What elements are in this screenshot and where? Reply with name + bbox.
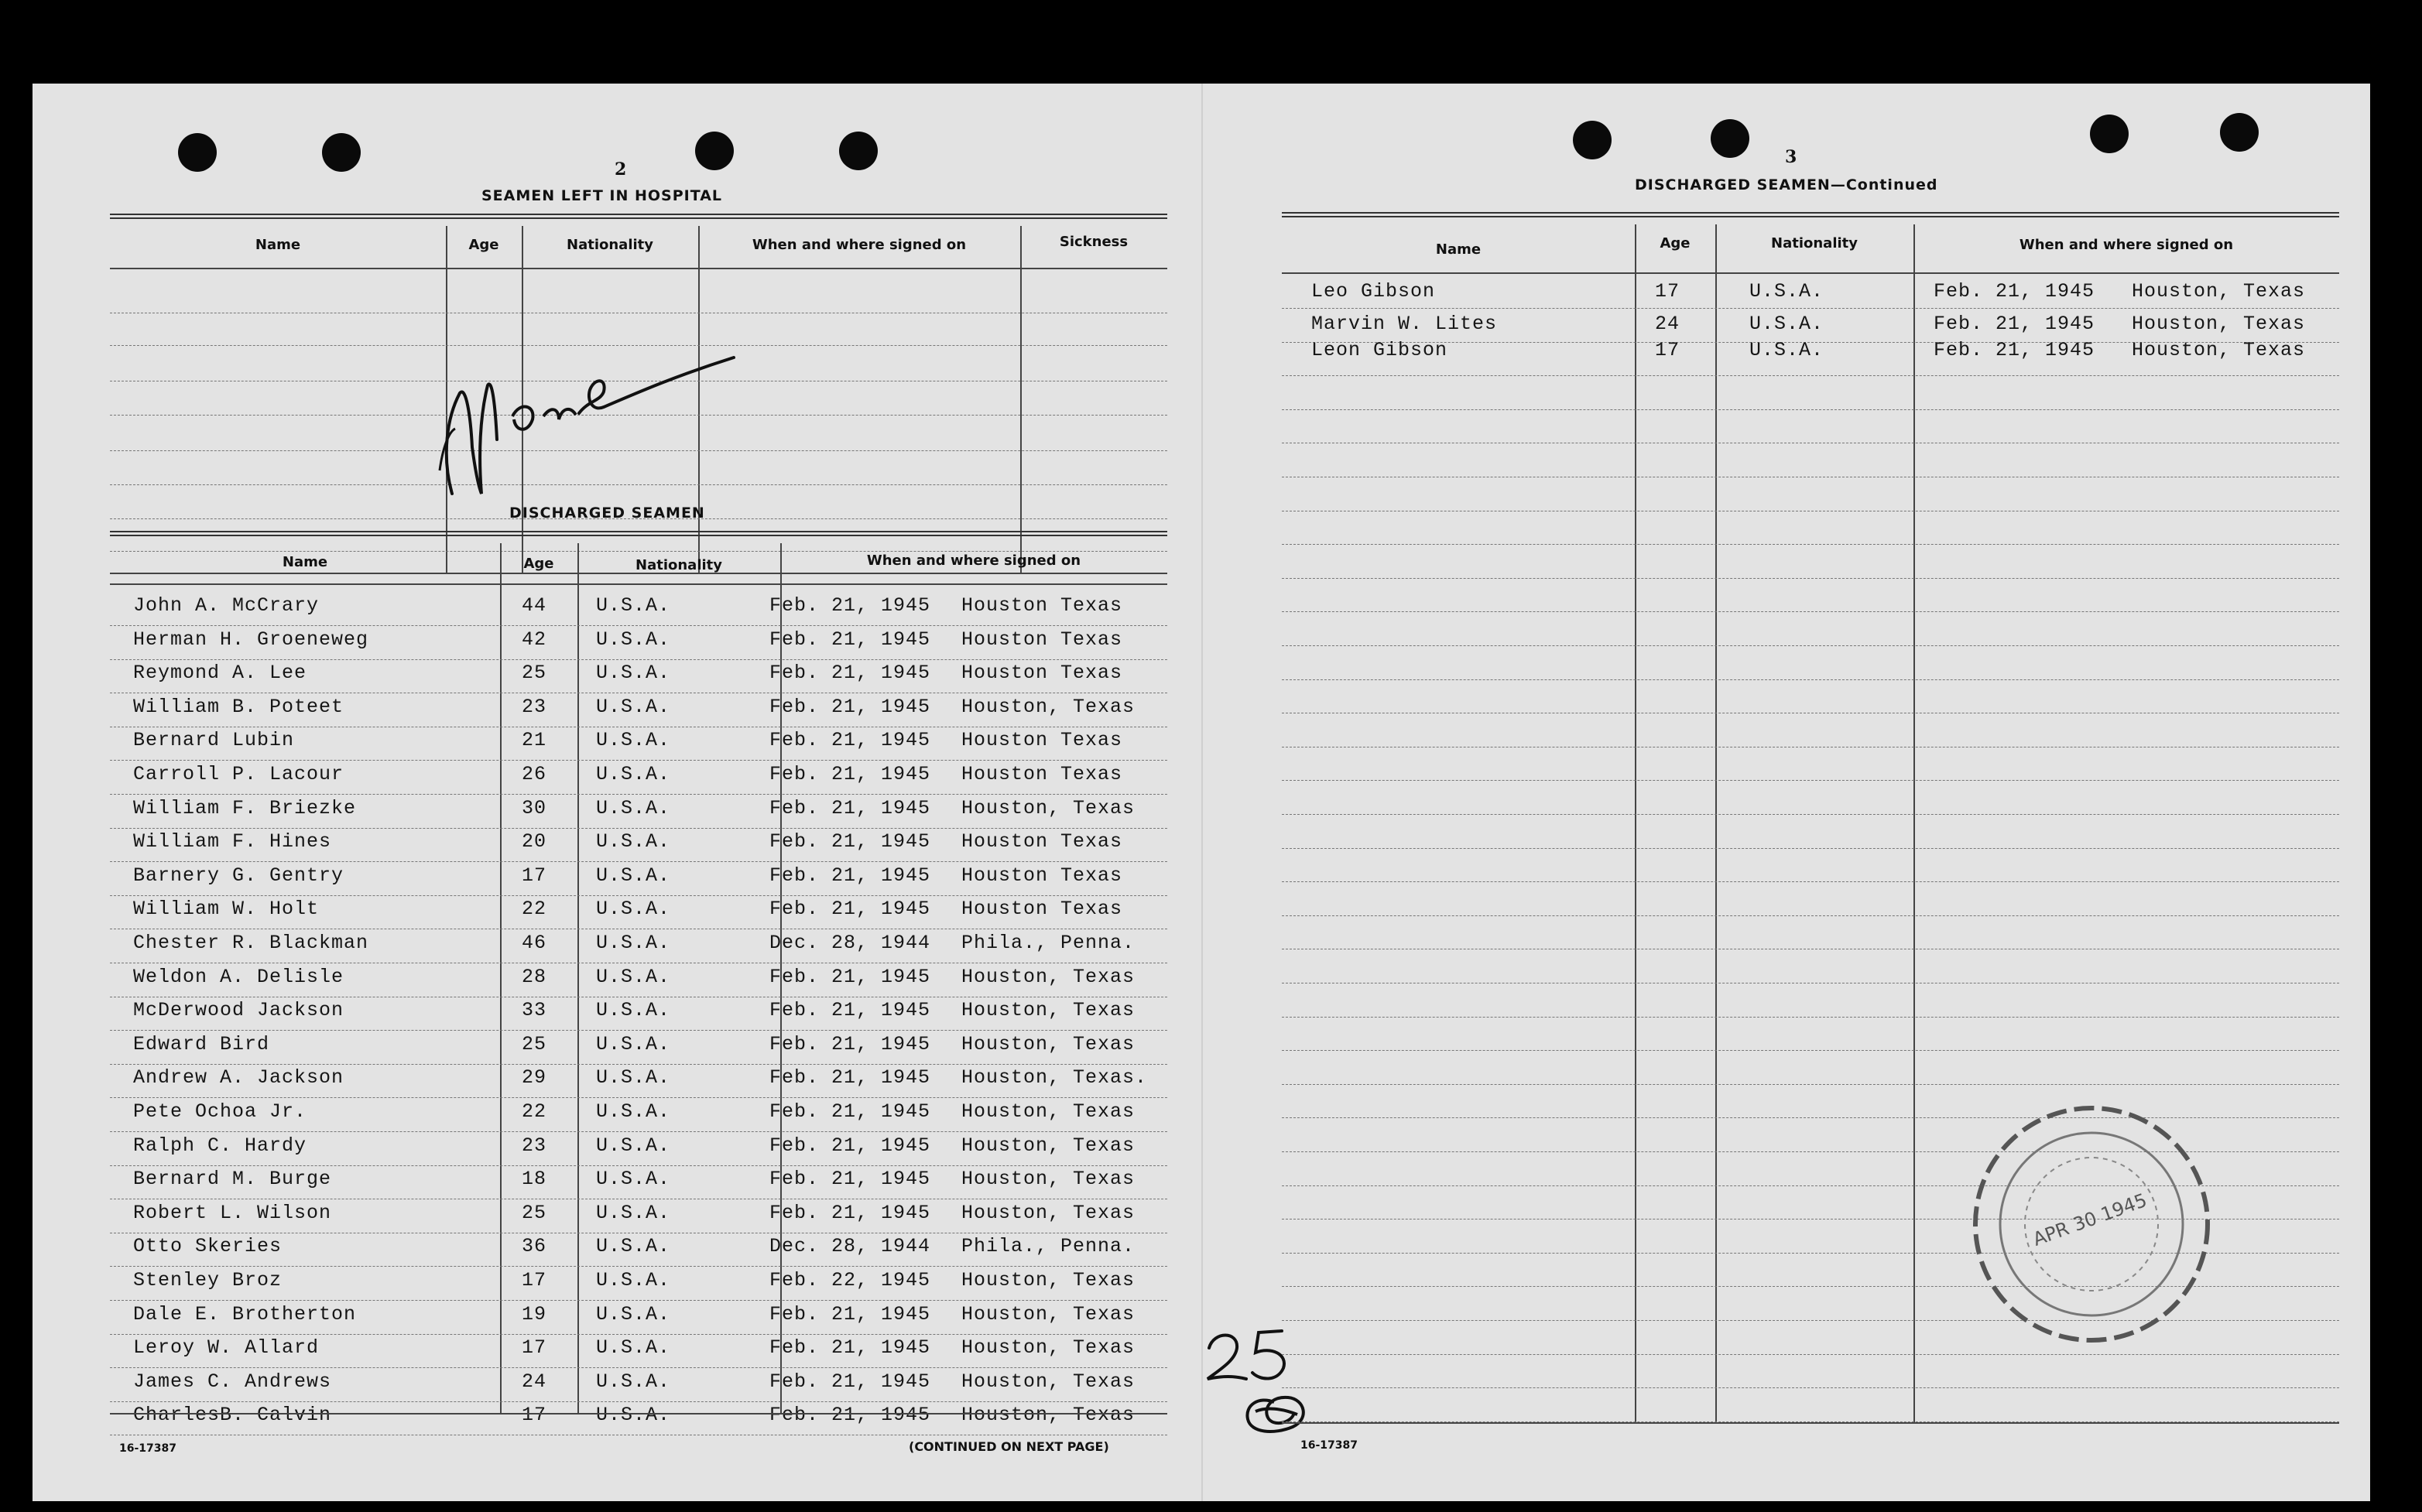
- seaman-name: Bernard Lubin: [133, 729, 295, 752]
- signed-on-place: Phila., Penna.: [961, 1235, 1136, 1258]
- row-line: [1282, 848, 2339, 849]
- signed-on-date: Feb. 22, 1945: [769, 1269, 931, 1291]
- seaman-age: 28: [522, 965, 547, 988]
- signed-on-place: Houston Texas: [961, 864, 1123, 887]
- signed-on-place: Houston, Texas: [2132, 313, 2306, 335]
- signed-on-date: Feb. 21, 1945: [769, 1032, 931, 1055]
- seaman-age: 17: [522, 864, 547, 887]
- seaman-age: 21: [522, 729, 547, 752]
- seaman-name: Edward Bird: [133, 1032, 270, 1055]
- signed-on-place: Houston, Texas: [961, 1336, 1136, 1360]
- seaman-nationality: U.S.A.: [596, 999, 671, 1022]
- seaman-name: Reymond A. Lee: [133, 662, 307, 685]
- seaman-age: 23: [522, 1134, 547, 1157]
- seaman-name: William F. Briezke: [133, 796, 357, 819]
- seaman-nationality: U.S.A.: [596, 796, 671, 819]
- seaman-age: 17: [1655, 339, 1680, 361]
- signed-on-place: Phila., Penna.: [961, 932, 1136, 954]
- seaman-nationality: U.S.A.: [596, 898, 671, 921]
- seaman-age: 18: [522, 1168, 547, 1191]
- signed-on-date: Feb. 21, 1945: [769, 830, 931, 853]
- signed-on-place: Houston, Texas: [961, 1302, 1136, 1326]
- column-divider: [500, 543, 502, 1413]
- signed-on-date: Feb. 21, 1945: [769, 628, 931, 651]
- seaman-nationality: U.S.A.: [596, 830, 671, 853]
- seaman-age: 25: [522, 1201, 547, 1224]
- column-header-signed-on: When and where signed on: [2019, 237, 2234, 253]
- page-number: 3: [1785, 147, 1797, 167]
- signed-on-date: Feb. 21, 1945: [769, 999, 931, 1022]
- seaman-name: Carroll P. Lacour: [133, 763, 344, 785]
- punch-hole: [1573, 121, 1612, 159]
- seaman-age: 25: [522, 662, 547, 685]
- signed-on-date: Feb. 21, 1945: [1934, 313, 2095, 335]
- seaman-nationality: U.S.A.: [1749, 313, 1824, 335]
- signed-on-place: Houston, Texas: [2132, 339, 2306, 361]
- column-header-age: Age: [523, 556, 554, 572]
- seaman-name: Herman H. Groeneweg: [133, 628, 369, 651]
- column-header-name: Name: [282, 554, 328, 570]
- signed-on-date: Feb. 21, 1945: [769, 1134, 931, 1157]
- seaman-nationality: U.S.A.: [596, 628, 671, 651]
- seaman-nationality: U.S.A.: [596, 1134, 671, 1157]
- divider: [110, 531, 1167, 536]
- seaman-nationality: U.S.A.: [596, 1269, 671, 1291]
- row-line: [110, 625, 1167, 626]
- seaman-name: Leroy W. Allard: [133, 1336, 320, 1360]
- row-line: [1282, 679, 2339, 680]
- form-number: 16-17387: [1300, 1439, 1358, 1452]
- seaman-age: 23: [522, 695, 547, 718]
- column-header-name: Name: [1435, 241, 1482, 258]
- seaman-age: 17: [522, 1404, 547, 1427]
- punch-hole: [839, 132, 878, 170]
- seaman-name: Chester R. Blackman: [133, 932, 369, 954]
- section-title: DISCHARGED SEAMEN—Continued: [1635, 176, 1938, 193]
- row-line: [1282, 544, 2339, 545]
- seaman-age: 46: [522, 932, 547, 954]
- row-line: [110, 895, 1167, 896]
- seaman-nationality: U.S.A.: [596, 729, 671, 752]
- row-line: [110, 1131, 1167, 1132]
- seaman-name: William W. Holt: [133, 898, 320, 921]
- handwritten-count: [1197, 1322, 1321, 1445]
- signed-on-place: Houston, Texas: [2132, 280, 2306, 303]
- signed-on-place: Houston, Texas: [961, 999, 1136, 1022]
- signed-on-date: Dec. 28, 1944: [769, 932, 931, 954]
- signed-on-date: Feb. 21, 1945: [769, 1201, 931, 1224]
- seaman-age: 17: [522, 1269, 547, 1291]
- column-header-signed-on: When and where signed on: [752, 237, 967, 253]
- row-line: [1282, 375, 2339, 376]
- seaman-age: 26: [522, 763, 547, 785]
- signed-on-place: Houston, Texas: [961, 1134, 1136, 1157]
- seaman-age: 17: [1655, 280, 1680, 303]
- seaman-name: Leon Gibson: [1311, 339, 1448, 361]
- seaman-name: Pete Ochoa Jr.: [133, 1100, 307, 1123]
- signed-on-place: Houston, Texas: [961, 695, 1136, 718]
- seaman-name: Robert L. Wilson: [133, 1201, 332, 1224]
- row-line: [110, 760, 1167, 761]
- row-line: [110, 861, 1167, 862]
- signed-on-place: Houston Texas: [961, 898, 1123, 921]
- document-sheet: [33, 84, 2370, 1501]
- seaman-name: Ralph C. Hardy: [133, 1134, 307, 1157]
- row-line: [110, 1266, 1167, 1267]
- row-line: [110, 1030, 1167, 1031]
- stamp-date-text: APR 30 1945: [2030, 1189, 2150, 1250]
- signed-on-place: Houston, Texas: [961, 1370, 1136, 1393]
- seaman-nationality: U.S.A.: [596, 965, 671, 988]
- date-stamp: [1960, 1093, 2223, 1356]
- seaman-nationality: U.S.A.: [596, 594, 671, 617]
- seaman-nationality: U.S.A.: [596, 1302, 671, 1326]
- row-line: [110, 1097, 1167, 1098]
- row-line: [110, 828, 1167, 829]
- punch-hole: [2220, 113, 2259, 152]
- seaman-age: 44: [522, 594, 547, 617]
- seaman-nationality: U.S.A.: [596, 1404, 671, 1427]
- row-line: [1282, 308, 2339, 309]
- seaman-nationality: U.S.A.: [596, 1100, 671, 1123]
- punch-hole: [178, 133, 217, 172]
- signed-on-place: Houston, Texas: [961, 965, 1136, 988]
- seaman-age: 25: [522, 1032, 547, 1055]
- page-fold: [1201, 84, 1203, 1501]
- row-line: [1282, 645, 2339, 646]
- signed-on-place: Houston, Texas: [961, 1269, 1136, 1291]
- signed-on-date: Feb. 21, 1945: [769, 763, 931, 785]
- signed-on-place: Houston, Texas: [961, 1100, 1136, 1123]
- signed-on-date: Feb. 21, 1945: [1934, 280, 2095, 303]
- signed-on-date: Feb. 21, 1945: [769, 1066, 931, 1090]
- signed-on-place: Houston Texas: [961, 628, 1123, 651]
- row-line: [110, 1165, 1167, 1166]
- signed-on-date: Feb. 21, 1945: [769, 796, 931, 819]
- seaman-name: Weldon A. Delisle: [133, 965, 344, 988]
- signed-on-date: Feb. 21, 1945: [769, 864, 931, 887]
- seaman-age: 17: [522, 1336, 547, 1360]
- seaman-nationality: U.S.A.: [596, 1032, 671, 1055]
- seaman-age: 19: [522, 1302, 547, 1326]
- punch-hole: [322, 133, 361, 172]
- seaman-age: 30: [522, 796, 547, 819]
- signed-on-date: Feb. 21, 1945: [769, 1100, 931, 1123]
- column-divider: [1715, 224, 1717, 1422]
- seaman-age: 22: [522, 898, 547, 921]
- column-divider: [1913, 224, 1915, 1422]
- seaman-name: Andrew A. Jackson: [133, 1066, 344, 1090]
- seaman-age: 33: [522, 999, 547, 1022]
- signed-on-date: Feb. 21, 1945: [769, 965, 931, 988]
- column-header-age: Age: [468, 237, 499, 253]
- signed-on-place: Houston, Texas: [961, 1168, 1136, 1191]
- continued-note: (CONTINUED ON NEXT PAGE): [909, 1439, 1109, 1454]
- divider: [1282, 212, 2339, 217]
- section-title: SEAMEN LEFT IN HOSPITAL: [481, 187, 723, 204]
- signed-on-place: Houston, Texas: [961, 796, 1136, 819]
- seaman-name: Dale E. Brotherton: [133, 1302, 357, 1326]
- divider: [110, 214, 1167, 219]
- signed-on-date: Feb. 21, 1945: [769, 695, 931, 718]
- row-line: [1282, 915, 2339, 916]
- signed-on-date: Dec. 28, 1944: [769, 1235, 931, 1258]
- column-header-sickness: Sickness: [1059, 234, 1129, 250]
- seaman-age: 24: [1655, 313, 1680, 335]
- row-line: [1282, 1017, 2339, 1018]
- punch-hole: [695, 132, 734, 170]
- signed-on-date: Feb. 21, 1945: [1934, 339, 2095, 361]
- section-title: DISCHARGED SEAMEN: [509, 505, 705, 522]
- seaman-nationality: U.S.A.: [1749, 339, 1824, 361]
- seaman-name: McDerwood Jackson: [133, 999, 344, 1022]
- row-line: [1282, 881, 2339, 882]
- seaman-nationality: U.S.A.: [596, 864, 671, 887]
- page-number: 2: [615, 159, 627, 180]
- seaman-nationality: U.S.A.: [596, 695, 671, 718]
- column-header-nationality: Nationality: [567, 237, 653, 253]
- row-line: [1282, 814, 2339, 815]
- seaman-nationality: U.S.A.: [596, 1235, 671, 1258]
- signed-on-place: Houston Texas: [961, 594, 1123, 617]
- row-line: [110, 659, 1167, 660]
- column-divider: [1020, 226, 1022, 573]
- seaman-age: 24: [522, 1370, 547, 1393]
- row-line: [110, 1300, 1167, 1301]
- seaman-name: William F. Hines: [133, 830, 332, 853]
- seaman-nationality: U.S.A.: [596, 1336, 671, 1360]
- seaman-name: Bernard M. Burge: [133, 1168, 332, 1191]
- row-line: [110, 794, 1167, 795]
- seaman-name: Marvin W. Lites: [1311, 313, 1498, 335]
- signed-on-place: Houston, Texas: [961, 1404, 1136, 1427]
- column-header-name: Name: [255, 237, 301, 253]
- row-line: [110, 1401, 1167, 1402]
- seaman-nationality: U.S.A.: [596, 662, 671, 685]
- signed-on-date: Feb. 21, 1945: [769, 1370, 931, 1393]
- signed-on-place: Houston Texas: [961, 729, 1123, 752]
- column-header-nationality: Nationality: [635, 557, 722, 573]
- seaman-nationality: U.S.A.: [596, 763, 671, 785]
- seaman-nationality: U.S.A.: [596, 1168, 671, 1191]
- signed-on-date: Feb. 21, 1945: [769, 1336, 931, 1360]
- row-line: [1282, 409, 2339, 410]
- seaman-nationality: U.S.A.: [596, 1201, 671, 1224]
- signed-on-date: Feb. 21, 1945: [769, 1302, 931, 1326]
- punch-hole: [2090, 115, 2129, 153]
- signed-on-date: Feb. 21, 1945: [769, 898, 931, 921]
- signed-on-place: Houston Texas: [961, 763, 1123, 785]
- signed-on-place: Houston, Texas.: [961, 1066, 1148, 1090]
- signed-on-place: Houston Texas: [961, 662, 1123, 685]
- signed-on-place: Houston Texas: [961, 830, 1123, 853]
- row-line: [1282, 1387, 2339, 1388]
- column-header-age: Age: [1660, 235, 1691, 251]
- seaman-nationality: U.S.A.: [596, 1066, 671, 1090]
- seaman-nationality: U.S.A.: [596, 1370, 671, 1393]
- column-header-signed-on: When and where signed on: [866, 552, 1081, 569]
- signed-on-date: Feb. 21, 1945: [769, 1404, 931, 1427]
- seaman-name: James C. Andrews: [133, 1370, 332, 1393]
- row-line: [110, 1413, 1167, 1415]
- seaman-name: William B. Poteet: [133, 695, 344, 718]
- row-line: [1282, 780, 2339, 781]
- seaman-name: Otto Skeries: [133, 1235, 283, 1258]
- signed-on-date: Feb. 21, 1945: [769, 662, 931, 685]
- seaman-name: Stenley Broz: [133, 1269, 283, 1291]
- column-divider: [577, 543, 579, 1413]
- signed-on-date: Feb. 21, 1945: [769, 729, 931, 752]
- row-line: [110, 1064, 1167, 1065]
- row-line: [110, 1367, 1167, 1368]
- signed-on-date: Feb. 21, 1945: [769, 594, 931, 617]
- row-line: [1282, 272, 2339, 274]
- seaman-age: 29: [522, 1066, 547, 1090]
- form-number: 16-17387: [119, 1442, 176, 1455]
- row-line: [1282, 1084, 2339, 1085]
- row-line: [1282, 578, 2339, 579]
- row-line: [1282, 1422, 2339, 1424]
- seaman-age: 20: [522, 830, 547, 853]
- row-line: [1282, 1050, 2339, 1051]
- column-header-nationality: Nationality: [1771, 235, 1858, 251]
- row-line: [110, 583, 1167, 585]
- column-divider: [1635, 224, 1636, 1422]
- seaman-age: 22: [522, 1100, 547, 1123]
- seaman-name: Barnery G. Gentry: [133, 864, 344, 887]
- signed-on-place: Houston, Texas: [961, 1201, 1136, 1224]
- signed-on-date: Feb. 21, 1945: [769, 1168, 931, 1191]
- seaman-nationality: U.S.A.: [596, 932, 671, 954]
- seaman-name: Leo Gibson: [1311, 280, 1436, 303]
- seaman-name: CharlesB. Calvin: [133, 1404, 332, 1427]
- punch-hole: [1711, 119, 1749, 158]
- seaman-age: 42: [522, 628, 547, 651]
- row-line: [1282, 611, 2339, 612]
- signed-on-place: Houston, Texas: [961, 1032, 1136, 1055]
- seaman-name: John A. McCrary: [133, 594, 320, 617]
- row-line: [110, 1334, 1167, 1335]
- seaman-age: 36: [522, 1235, 547, 1258]
- seaman-nationality: U.S.A.: [1749, 280, 1824, 303]
